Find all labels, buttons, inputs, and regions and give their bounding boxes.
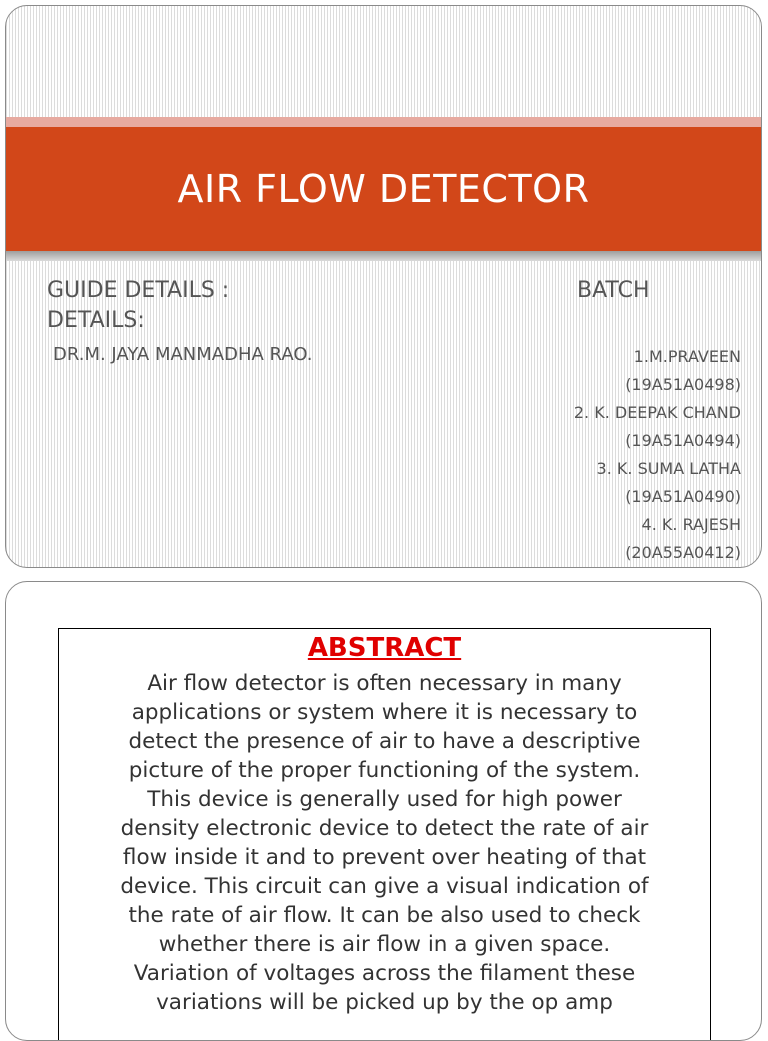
abstract-line: whether there is air flow in a given space. xyxy=(158,932,611,957)
batch-heading: BATCH xyxy=(577,278,650,303)
abstract-line: detect the presence of air to have a descriptive xyxy=(128,729,641,754)
batch-member-line: (19A51A0490) xyxy=(625,487,741,506)
abstract-line: flow inside it and to prevent over heating of that xyxy=(122,845,647,870)
batch-member-list xyxy=(574,343,741,567)
batch-member-line: (20A55A0412) xyxy=(625,543,741,562)
batch-details-heading: DETAILS: xyxy=(47,308,145,333)
abstract-box xyxy=(58,628,711,1041)
abstract-line: density electronic device to detect the rate of air xyxy=(120,816,649,841)
batch-member-line: 1.M.PRAVEEN xyxy=(633,347,741,366)
slide-title: AIR FLOW DETECTOR xyxy=(177,167,590,211)
abstract-line: the rate of air flow. It can be also used to check xyxy=(128,903,641,928)
batch-member-line: (19A51A0494) xyxy=(625,431,741,450)
title-shadow-bar xyxy=(6,251,761,261)
title-slide xyxy=(5,5,762,568)
batch-member-line: (19A51A0498) xyxy=(625,375,741,394)
abstract-line: variations will be picked up by the op amp xyxy=(156,990,613,1015)
batch-member-line: 4. K. RAJESH xyxy=(641,515,741,534)
abstract-slide xyxy=(5,581,762,1041)
title-band xyxy=(6,127,761,251)
abstract-line: Variation of voltages across the filament these xyxy=(133,961,636,986)
abstract-line: Air flow detector is often necessary in many xyxy=(147,671,622,696)
batch-member-line: 3. K. SUMA LATHA xyxy=(596,459,741,478)
guide-details-heading: GUIDE DETAILS : xyxy=(47,278,230,303)
title-accent-bar xyxy=(6,117,761,127)
abstract-body xyxy=(65,669,704,1017)
batch-member-line: 2. K. DEEPAK CHAND xyxy=(573,403,741,422)
abstract-line: picture of the proper functioning of the system. xyxy=(128,758,641,783)
abstract-line: This device is generally used for high power xyxy=(147,787,622,812)
abstract-heading: ABSTRACT xyxy=(307,633,462,663)
guide-name: DR.M. JAYA MANMADHA RAO. xyxy=(53,344,313,365)
abstract-line: applications or system where it is necessary to xyxy=(131,700,638,725)
abstract-line: device. This circuit can give a visual indication of xyxy=(120,874,649,899)
